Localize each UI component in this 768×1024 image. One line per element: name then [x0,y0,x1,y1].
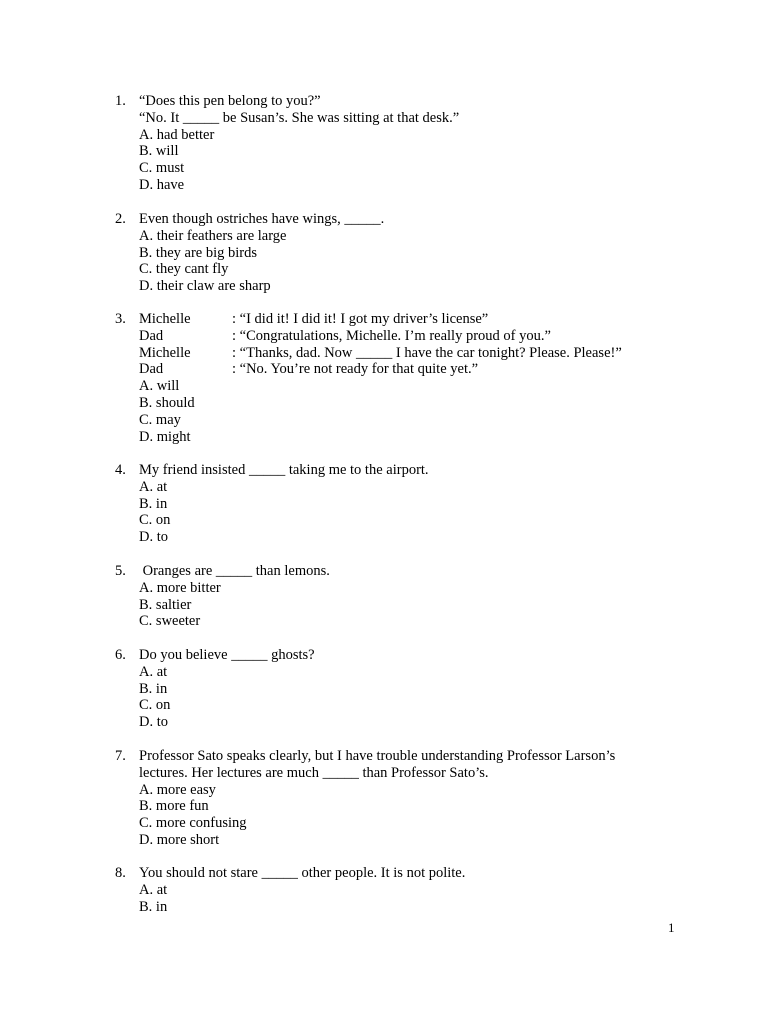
question-number: 3. [115,311,126,327]
question-number: 6. [115,647,126,663]
option-b: B. should [139,394,195,411]
option-d: D. to [139,714,168,731]
option-a: A. had better [139,126,215,143]
dialog-speaker: Dad [139,327,164,344]
option-a: A. at [139,881,168,898]
question-3 [115,311,735,445]
question-number: 4. [115,462,126,478]
option-c: C. more confusing [139,815,247,832]
question-text: Professor Sato speaks clearly, but I have trouble understanding Professor Larson’s [139,748,616,764]
question-text: “Does this pen belong to you?” [139,93,321,109]
question-7 [115,748,735,849]
option-b: B. in [139,680,168,697]
option-b: B. will [139,143,179,160]
dialog-line [139,361,735,378]
question-1 [115,93,735,194]
question-text: My friend insisted _____ taking me to the airport. [139,462,429,478]
question-text: lectures. Her lectures are much _____ than Professor Sato’s. [139,764,489,781]
option-c: C. must [139,160,185,177]
option-b: B. saltier [139,596,192,613]
option-d: D. might [139,428,191,445]
dialog-text: : “Thanks, dad. Now _____ I have the car tonight? Please. Please!” [232,344,622,361]
option-a: A. more bitter [139,579,221,596]
page-number: 1 [668,920,675,935]
option-a: A. their feathers are large [139,227,287,244]
option-c: C. on [139,512,171,529]
option-a: A. at [139,478,168,495]
option-b: B. they are big birds [139,244,257,261]
question-number: 1. [115,93,126,109]
question-text: “No. It _____ be Susan’s. She was sitting at that desk.” [139,109,460,126]
option-c: C. on [139,697,171,714]
question-text: You should not stare _____ other people. It is not polite. [139,865,466,881]
dialog-line [139,311,735,328]
dialog-line [139,328,735,345]
question-number: 7. [115,748,126,764]
option-b: B. in [139,495,168,512]
option-c: C. sweeter [139,613,201,630]
dialog-speaker: Michelle [139,311,191,327]
option-d: D. have [139,176,185,193]
option-d: D. their claw are sharp [139,278,271,295]
question-number: 5. [115,563,126,579]
question-8 [115,865,735,915]
dialog-line [139,345,735,362]
dialog-text: : “No. You’re not ready for that quite yet.” [232,361,479,378]
dialog-text: : “I did it! I did it! I got my driver’s license” [232,311,489,327]
question-6 [115,647,735,731]
question-text: Even though ostriches have wings, _____. [139,211,385,227]
question-text: Oranges are _____ than lemons. [139,563,330,579]
option-b: B. more fun [139,798,209,815]
question-4 [115,462,735,546]
question-2 [115,211,735,295]
question-5 [115,563,735,630]
option-d: D. to [139,529,168,546]
question-number: 2. [115,211,126,227]
option-a: A. at [139,663,168,680]
question-number: 8. [115,865,126,881]
option-b: B. in [139,898,168,915]
dialog-text: : “Congratulations, Michelle. I’m really proud of you.” [232,327,551,344]
option-a: A. more easy [139,781,216,798]
option-d: D. more short [139,831,220,848]
option-c: C. they cant fly [139,261,229,278]
dialog-speaker: Dad [139,361,164,378]
option-c: C. may [139,411,181,428]
option-a: A. will [139,378,180,395]
question-text: Do you believe _____ ghosts? [139,647,315,663]
dialog-speaker: Michelle [139,344,191,361]
